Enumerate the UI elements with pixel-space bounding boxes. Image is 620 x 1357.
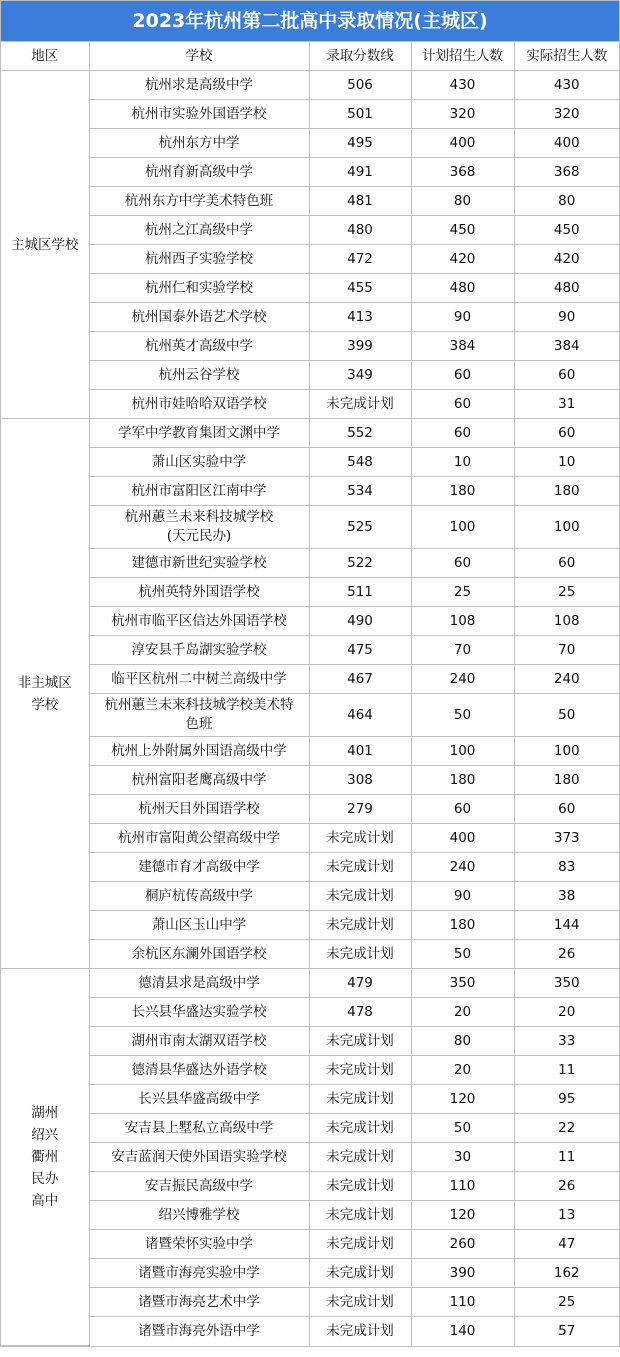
table-row [1, 665, 619, 694]
actual-enrollment-cell: 320 [514, 100, 619, 129]
cutoff-score-cell: 未完成计划 [309, 1259, 411, 1288]
cutoff-score-cell: 未完成计划 [309, 1027, 411, 1056]
school-name-cell: 德清县华盛达外语学校 [89, 1056, 309, 1085]
header-planned-enrollment: 计划招生人数 [411, 42, 514, 71]
table-row [1, 506, 619, 549]
table-row [1, 795, 619, 824]
cutoff-score-cell: 552 [309, 419, 411, 448]
table-row [1, 158, 619, 187]
school-name-cell: 桐庐杭传高级中学 [89, 882, 309, 911]
actual-enrollment-cell: 83 [514, 853, 619, 882]
table-row [1, 969, 619, 998]
cutoff-score-cell: 未完成计划 [309, 1172, 411, 1201]
planned-enrollment-cell: 90 [411, 882, 514, 911]
header-row [1, 42, 619, 71]
actual-enrollment-cell: 162 [514, 1259, 619, 1288]
cutoff-score-cell: 525 [309, 506, 411, 549]
header-region: 地区 [1, 42, 89, 71]
school-name-cell: 杭州仁和实验学校 [89, 274, 309, 303]
cutoff-score-cell: 未完成计划 [309, 911, 411, 940]
region-cell: 湖州 绍兴 衢州 民办 高中 [1, 969, 89, 1346]
cutoff-score-cell: 481 [309, 187, 411, 216]
actual-enrollment-cell: 108 [514, 607, 619, 636]
planned-enrollment-cell: 420 [411, 245, 514, 274]
actual-enrollment-cell: 47 [514, 1230, 619, 1259]
actual-enrollment-cell: 10 [514, 448, 619, 477]
school-name-cell: 杭州蕙兰未来科技城学校 (天元民办) [89, 506, 309, 549]
planned-enrollment-cell: 140 [411, 1317, 514, 1346]
cutoff-score-cell: 491 [309, 158, 411, 187]
planned-enrollment-cell: 390 [411, 1259, 514, 1288]
planned-enrollment-cell: 60 [411, 361, 514, 390]
header-school: 学校 [89, 42, 309, 71]
planned-enrollment-cell: 240 [411, 665, 514, 694]
table-row [1, 361, 619, 390]
cutoff-score-cell: 未完成计划 [309, 1201, 411, 1230]
actual-enrollment-cell: 70 [514, 636, 619, 665]
cutoff-score-cell: 未完成计划 [309, 1317, 411, 1346]
table-row [1, 694, 619, 737]
school-name-cell: 杭州市富阳黄公望高级中学 [89, 824, 309, 853]
table-row [1, 911, 619, 940]
actual-enrollment-cell: 420 [514, 245, 619, 274]
school-name-cell: 余杭区东澜外国语学校 [89, 940, 309, 969]
region-cell: 非主城区 学校 [1, 419, 89, 969]
cutoff-score-cell: 506 [309, 71, 411, 100]
actual-enrollment-cell: 95 [514, 1085, 619, 1114]
cutoff-score-cell: 413 [309, 303, 411, 332]
cutoff-score-cell: 399 [309, 332, 411, 361]
table-row [1, 245, 619, 274]
table-row [1, 419, 619, 448]
table-row [1, 549, 619, 578]
table-title: 2023年杭州第二批高中录取情况(主城区) [1, 1, 619, 42]
actual-enrollment-cell: 240 [514, 665, 619, 694]
cutoff-score-cell: 522 [309, 549, 411, 578]
school-name-cell: 安吉县上墅私立高级中学 [89, 1114, 309, 1143]
table-row [1, 766, 619, 795]
actual-enrollment-cell: 384 [514, 332, 619, 361]
school-name-cell: 杭州天目外国语学校 [89, 795, 309, 824]
table-row [1, 274, 619, 303]
table-row [1, 1172, 619, 1201]
table-row [1, 940, 619, 969]
table-row [1, 1085, 619, 1114]
school-name-cell: 诸暨荣怀实验中学 [89, 1230, 309, 1259]
cutoff-score-cell: 279 [309, 795, 411, 824]
cutoff-score-cell: 475 [309, 636, 411, 665]
planned-enrollment-cell: 480 [411, 274, 514, 303]
school-name-cell: 杭州上外附属外国语高级中学 [89, 737, 309, 766]
table-row [1, 332, 619, 361]
region-cell: 主城区学校 [1, 71, 89, 419]
table-row [1, 390, 619, 419]
planned-enrollment-cell: 110 [411, 1288, 514, 1317]
school-name-cell: 萧山区玉山中学 [89, 911, 309, 940]
table-row [1, 882, 619, 911]
planned-enrollment-cell: 320 [411, 100, 514, 129]
planned-enrollment-cell: 368 [411, 158, 514, 187]
school-name-cell: 杭州市娃哈哈双语学校 [89, 390, 309, 419]
planned-enrollment-cell: 108 [411, 607, 514, 636]
school-name-cell: 杭州市富阳区江南中学 [89, 477, 309, 506]
planned-enrollment-cell: 120 [411, 1201, 514, 1230]
table-row [1, 636, 619, 665]
table-row [1, 303, 619, 332]
actual-enrollment-cell: 80 [514, 187, 619, 216]
admission-table [1, 42, 619, 1346]
cutoff-score-cell: 479 [309, 969, 411, 998]
actual-enrollment-cell: 20 [514, 998, 619, 1027]
cutoff-score-cell: 未完成计划 [309, 1143, 411, 1172]
school-name-cell: 淳安县千岛湖实验学校 [89, 636, 309, 665]
actual-enrollment-cell: 180 [514, 766, 619, 795]
school-name-cell: 学军中学教育集团文渊中学 [89, 419, 309, 448]
school-name-cell: 杭州市实验外国语学校 [89, 100, 309, 129]
planned-enrollment-cell: 50 [411, 694, 514, 737]
actual-enrollment-cell: 22 [514, 1114, 619, 1143]
planned-enrollment-cell: 260 [411, 1230, 514, 1259]
school-name-cell: 杭州富阳老鹰高级中学 [89, 766, 309, 795]
header-actual-enrollment: 实际招生人数 [514, 42, 619, 71]
table-row [1, 737, 619, 766]
cutoff-score-cell: 401 [309, 737, 411, 766]
cutoff-score-cell: 未完成计划 [309, 390, 411, 419]
cutoff-score-cell: 490 [309, 607, 411, 636]
planned-enrollment-cell: 350 [411, 969, 514, 998]
planned-enrollment-cell: 80 [411, 187, 514, 216]
planned-enrollment-cell: 180 [411, 766, 514, 795]
actual-enrollment-cell: 180 [514, 477, 619, 506]
school-name-cell: 杭州东方中学美术特色班 [89, 187, 309, 216]
table-row [1, 477, 619, 506]
cutoff-score-cell: 未完成计划 [309, 824, 411, 853]
table-body [1, 71, 619, 1346]
header-cutoff-score: 录取分数线 [309, 42, 411, 71]
planned-enrollment-cell: 60 [411, 390, 514, 419]
planned-enrollment-cell: 120 [411, 1085, 514, 1114]
cutoff-score-cell: 未完成计划 [309, 1114, 411, 1143]
school-name-cell: 长兴县华盛高级中学 [89, 1085, 309, 1114]
actual-enrollment-cell: 57 [514, 1317, 619, 1346]
actual-enrollment-cell: 400 [514, 129, 619, 158]
actual-enrollment-cell: 144 [514, 911, 619, 940]
actual-enrollment-cell: 33 [514, 1027, 619, 1056]
cutoff-score-cell: 480 [309, 216, 411, 245]
table-row [1, 1143, 619, 1172]
cutoff-score-cell: 534 [309, 477, 411, 506]
actual-enrollment-cell: 60 [514, 419, 619, 448]
school-name-cell: 安吉蓝润天使外国语实验学校 [89, 1143, 309, 1172]
school-name-cell: 长兴县华盛达实验学校 [89, 998, 309, 1027]
cutoff-score-cell: 467 [309, 665, 411, 694]
school-name-cell: 杭州市临平区信达外国语学校 [89, 607, 309, 636]
school-name-cell: 杭州育新高级中学 [89, 158, 309, 187]
planned-enrollment-cell: 25 [411, 578, 514, 607]
actual-enrollment-cell: 11 [514, 1143, 619, 1172]
school-name-cell: 德清县求是高级中学 [89, 969, 309, 998]
table-row [1, 998, 619, 1027]
school-name-cell: 杭州之江高级中学 [89, 216, 309, 245]
actual-enrollment-cell: 480 [514, 274, 619, 303]
actual-enrollment-cell: 38 [514, 882, 619, 911]
table-row [1, 216, 619, 245]
table-row [1, 1317, 619, 1346]
planned-enrollment-cell: 110 [411, 1172, 514, 1201]
table-row [1, 448, 619, 477]
actual-enrollment-cell: 350 [514, 969, 619, 998]
planned-enrollment-cell: 30 [411, 1143, 514, 1172]
actual-enrollment-cell: 100 [514, 506, 619, 549]
planned-enrollment-cell: 400 [411, 824, 514, 853]
cutoff-score-cell: 478 [309, 998, 411, 1027]
planned-enrollment-cell: 60 [411, 419, 514, 448]
table-row [1, 853, 619, 882]
planned-enrollment-cell: 180 [411, 477, 514, 506]
actual-enrollment-cell: 26 [514, 940, 619, 969]
school-name-cell: 杭州英才高级中学 [89, 332, 309, 361]
actual-enrollment-cell: 25 [514, 578, 619, 607]
planned-enrollment-cell: 20 [411, 998, 514, 1027]
school-name-cell: 杭州东方中学 [89, 129, 309, 158]
planned-enrollment-cell: 60 [411, 795, 514, 824]
cutoff-score-cell: 未完成计划 [309, 1288, 411, 1317]
cutoff-score-cell: 未完成计划 [309, 882, 411, 911]
actual-enrollment-cell: 430 [514, 71, 619, 100]
cutoff-score-cell: 501 [309, 100, 411, 129]
table-row [1, 1201, 619, 1230]
school-name-cell: 杭州求是高级中学 [89, 71, 309, 100]
cutoff-score-cell: 349 [309, 361, 411, 390]
actual-enrollment-cell: 31 [514, 390, 619, 419]
school-name-cell: 诸暨市海亮实验中学 [89, 1259, 309, 1288]
school-name-cell: 临平区杭州二中树兰高级中学 [89, 665, 309, 694]
planned-enrollment-cell: 180 [411, 911, 514, 940]
cutoff-score-cell: 548 [309, 448, 411, 477]
actual-enrollment-cell: 25 [514, 1288, 619, 1317]
actual-enrollment-cell: 90 [514, 303, 619, 332]
planned-enrollment-cell: 50 [411, 1114, 514, 1143]
cutoff-score-cell: 未完成计划 [309, 1085, 411, 1114]
school-name-cell: 诸暨市海亮外语中学 [89, 1317, 309, 1346]
table-row [1, 1027, 619, 1056]
cutoff-score-cell: 455 [309, 274, 411, 303]
cutoff-score-cell: 308 [309, 766, 411, 795]
school-name-cell: 安吉振民高级中学 [89, 1172, 309, 1201]
actual-enrollment-cell: 60 [514, 795, 619, 824]
actual-enrollment-cell: 11 [514, 1056, 619, 1085]
planned-enrollment-cell: 70 [411, 636, 514, 665]
table-row [1, 1114, 619, 1143]
planned-enrollment-cell: 384 [411, 332, 514, 361]
table-row [1, 129, 619, 158]
actual-enrollment-cell: 100 [514, 737, 619, 766]
school-name-cell: 杭州云谷学校 [89, 361, 309, 390]
cutoff-score-cell: 未完成计划 [309, 1056, 411, 1085]
school-name-cell: 萧山区实验中学 [89, 448, 309, 477]
school-name-cell: 诸暨市海亮艺术中学 [89, 1288, 309, 1317]
cutoff-score-cell: 511 [309, 578, 411, 607]
school-name-cell: 杭州西子实验学校 [89, 245, 309, 274]
actual-enrollment-cell: 60 [514, 361, 619, 390]
planned-enrollment-cell: 430 [411, 71, 514, 100]
cutoff-score-cell: 未完成计划 [309, 940, 411, 969]
planned-enrollment-cell: 80 [411, 1027, 514, 1056]
actual-enrollment-cell: 50 [514, 694, 619, 737]
actual-enrollment-cell: 373 [514, 824, 619, 853]
school-name-cell: 绍兴博雅学校 [89, 1201, 309, 1230]
planned-enrollment-cell: 10 [411, 448, 514, 477]
cutoff-score-cell: 未完成计划 [309, 853, 411, 882]
school-name-cell: 杭州国泰外语艺术学校 [89, 303, 309, 332]
cutoff-score-cell: 464 [309, 694, 411, 737]
school-name-cell: 杭州蕙兰未来科技城学校美术特 色班 [89, 694, 309, 737]
actual-enrollment-cell: 60 [514, 549, 619, 578]
table-row [1, 1259, 619, 1288]
table-row [1, 1288, 619, 1317]
school-name-cell: 湖州市南太湖双语学校 [89, 1027, 309, 1056]
planned-enrollment-cell: 100 [411, 737, 514, 766]
planned-enrollment-cell: 100 [411, 506, 514, 549]
table-row [1, 71, 619, 100]
table-row [1, 578, 619, 607]
planned-enrollment-cell: 20 [411, 1056, 514, 1085]
actual-enrollment-cell: 13 [514, 1201, 619, 1230]
table-row [1, 607, 619, 636]
school-name-cell: 建德市新世纪实验学校 [89, 549, 309, 578]
school-name-cell: 建德市育才高级中学 [89, 853, 309, 882]
planned-enrollment-cell: 450 [411, 216, 514, 245]
cutoff-score-cell: 495 [309, 129, 411, 158]
planned-enrollment-cell: 400 [411, 129, 514, 158]
actual-enrollment-cell: 26 [514, 1172, 619, 1201]
planned-enrollment-cell: 50 [411, 940, 514, 969]
table-row [1, 1056, 619, 1085]
planned-enrollment-cell: 90 [411, 303, 514, 332]
table-row [1, 187, 619, 216]
actual-enrollment-cell: 368 [514, 158, 619, 187]
table-row [1, 100, 619, 129]
actual-enrollment-cell: 450 [514, 216, 619, 245]
cutoff-score-cell: 472 [309, 245, 411, 274]
planned-enrollment-cell: 60 [411, 549, 514, 578]
table-row [1, 824, 619, 853]
table-row [1, 1230, 619, 1259]
school-name-cell: 杭州英特外国语学校 [89, 578, 309, 607]
planned-enrollment-cell: 240 [411, 853, 514, 882]
cutoff-score-cell: 未完成计划 [309, 1230, 411, 1259]
